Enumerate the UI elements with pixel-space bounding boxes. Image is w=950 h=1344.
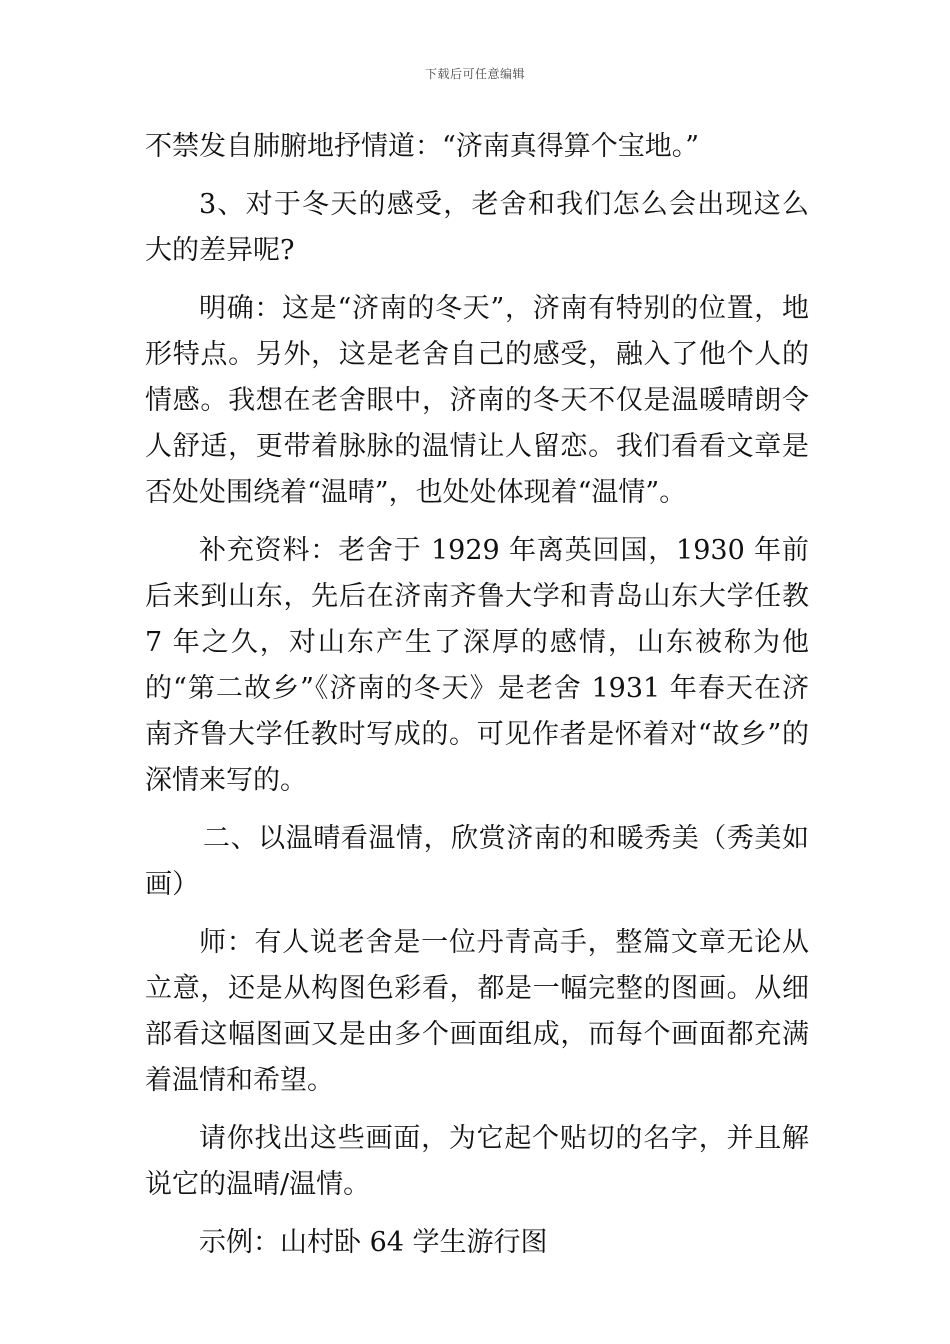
- document-body: [145, 124, 809, 1278]
- section-heading-2: 二、以温晴看温情，欣赏济南的和暖秀美（秀美如画）: [145, 823, 809, 900]
- page-header: 下载后可任意编辑: [424, 67, 525, 81]
- paragraph-supplementary-material: 补充资料：老舍于 1929 年离英回国，1930 年前后来到山东，先后在济南齐鲁大学和青岛山东大学任教 7 年之久，对山东产生了深厚的感情，山东被称为他的“第二故乡”《济南的冬天》是老舍 1931 年春天在济南齐鲁大学任教时写成的。可见作者是怀着对“故乡”的深情来写的。: [145, 535, 809, 796]
- paragraph-teacher: 师：有人说老舍是一位丹青高手，整篇文章无论从立意，还是从构图色彩看，都是一幅完整的图画。从细部看这幅图画又是由多个画面组成，而每个画面都充满着温情和希望。: [145, 927, 809, 1096]
- paragraph-continuation: 不禁发自肺腑地抒情道：“济南真得算个宝地。”: [145, 131, 700, 162]
- paragraph-question-3: 3、对于冬天的感受，老舍和我们怎么会出现这么大的差异呢?: [145, 189, 809, 266]
- paragraph-clarification: 明确：这是“济南的冬天”，济南有特别的位置，地形特点。另外，这是老舍自己的感受，融入了他个人的情感。我想在老舍眼中，济南的冬天不仅是温暖晴朗令人舒适，更带着脉脉的温情让人留恋。我们看看文章是否处处围绕着“温晴”，也处处体现着“温情”。: [145, 293, 809, 508]
- paragraph-example: 示例：山村卧 64 学生游行图: [199, 1227, 548, 1258]
- paragraph-task: 请你找出这些画面，为它起个贴切的名字，并且解说它的温晴/温情。: [145, 1123, 809, 1200]
